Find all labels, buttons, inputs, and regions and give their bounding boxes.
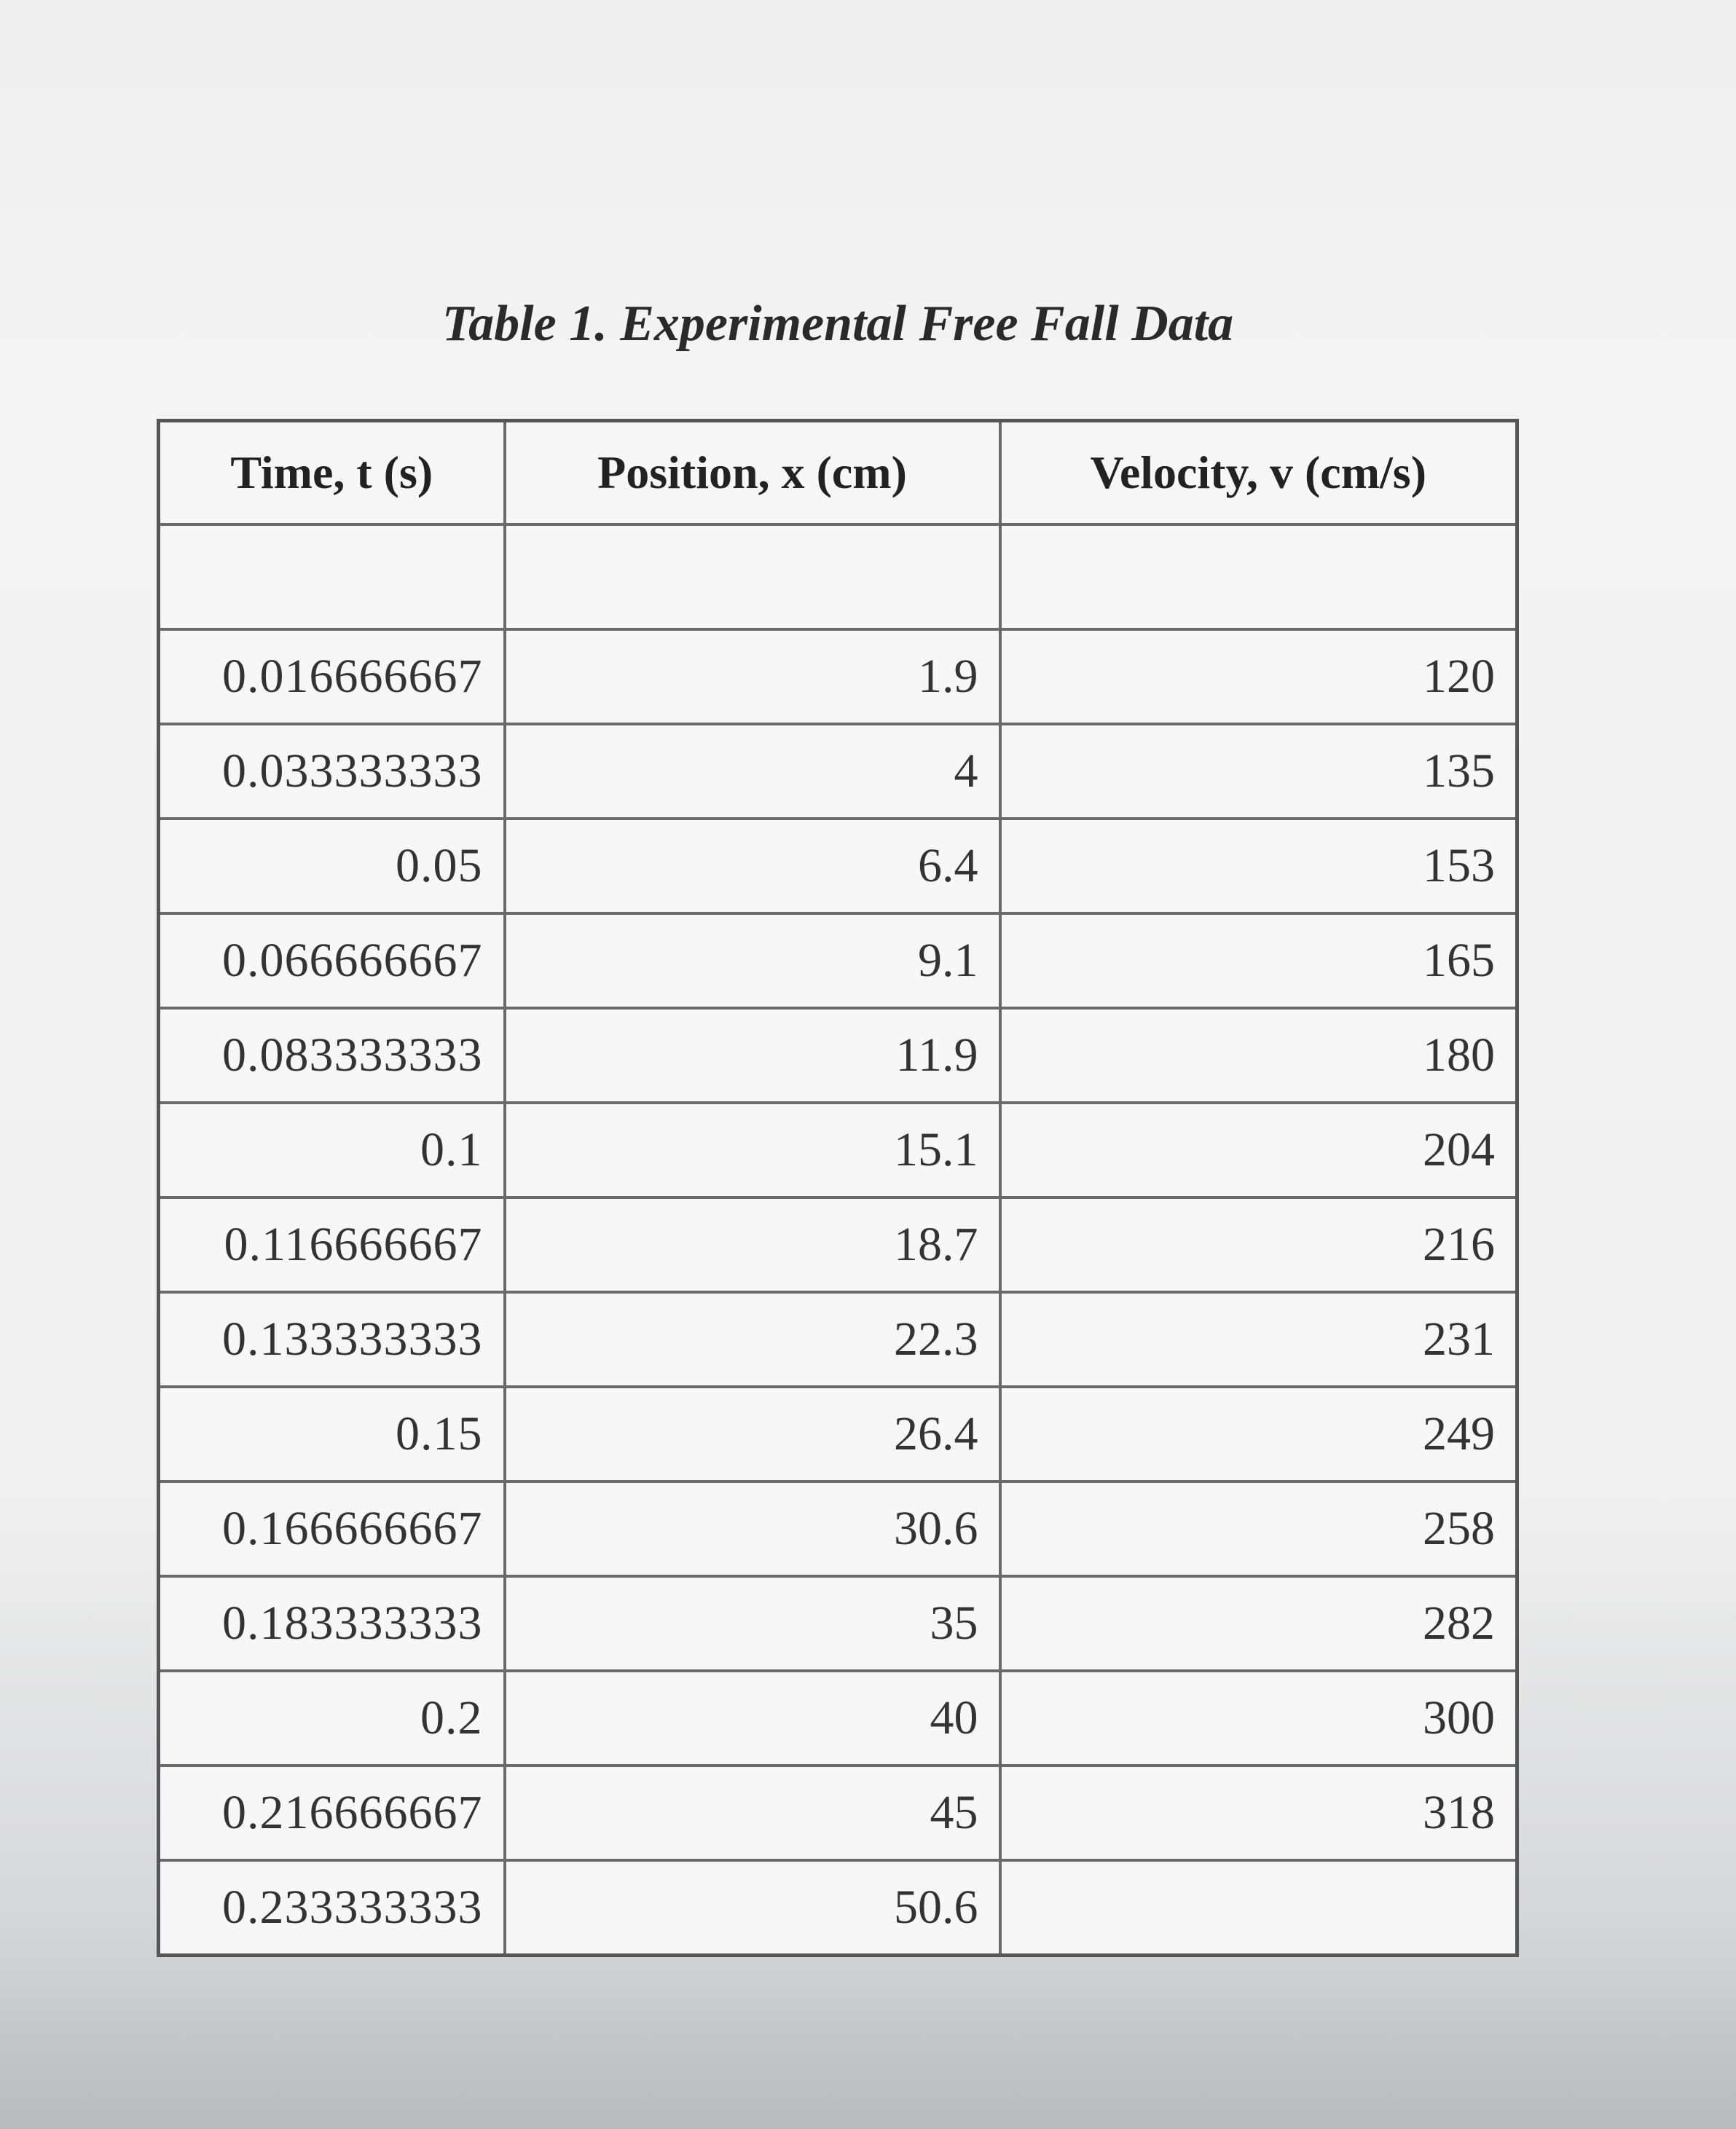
- time-cell: 0.183333333: [159, 1576, 505, 1671]
- velocity-cell: 165: [1000, 913, 1517, 1008]
- velocity-cell: 153: [1000, 819, 1517, 913]
- header-velocity: Velocity, v (cm/s): [1000, 421, 1517, 525]
- velocity-cell: 249: [1000, 1387, 1517, 1481]
- velocity-cell: 180: [1000, 1008, 1517, 1103]
- position-cell: 18.7: [505, 1197, 1000, 1292]
- blank-row: [159, 524, 1517, 629]
- table-row: [159, 1387, 1517, 1481]
- position-cell: 4: [505, 724, 1000, 819]
- velocity-cell: 231: [1000, 1292, 1517, 1387]
- velocity-cell: 120: [1000, 629, 1517, 724]
- position-cell: 6.4: [505, 819, 1000, 913]
- time-cell: 0.083333333: [159, 1008, 505, 1103]
- table-row: [159, 913, 1517, 1008]
- table-row: [159, 1292, 1517, 1387]
- velocity-cell: 135: [1000, 724, 1517, 819]
- header-position: Position, x (cm): [505, 421, 1000, 525]
- table-row: [159, 724, 1517, 819]
- position-cell: 22.3: [505, 1292, 1000, 1387]
- blank-cell: [505, 524, 1000, 629]
- table-row: [159, 1103, 1517, 1197]
- position-cell: 11.9: [505, 1008, 1000, 1103]
- position-cell: 9.1: [505, 913, 1000, 1008]
- position-cell: 40: [505, 1671, 1000, 1766]
- velocity-cell: 258: [1000, 1481, 1517, 1576]
- time-cell: 0.016666667: [159, 629, 505, 724]
- time-cell: 0.116666667: [159, 1197, 505, 1292]
- table-row: [159, 1481, 1517, 1576]
- position-cell: 30.6: [505, 1481, 1000, 1576]
- position-cell: 15.1: [505, 1103, 1000, 1197]
- time-cell: 0.133333333: [159, 1292, 505, 1387]
- blank-cell: [1000, 524, 1517, 629]
- time-cell: 0.15: [159, 1387, 505, 1481]
- table-row: [159, 1008, 1517, 1103]
- time-cell: 0.1: [159, 1103, 505, 1197]
- blank-cell: [159, 524, 505, 629]
- table-row: [159, 1576, 1517, 1671]
- position-cell: 35: [505, 1576, 1000, 1671]
- table-row: [159, 1766, 1517, 1860]
- velocity-cell: [1000, 1860, 1517, 1956]
- position-cell: 1.9: [505, 629, 1000, 724]
- table-row: [159, 1197, 1517, 1292]
- table-row: [159, 629, 1517, 724]
- velocity-cell: 318: [1000, 1766, 1517, 1860]
- velocity-cell: 300: [1000, 1671, 1517, 1766]
- time-cell: 0.033333333: [159, 724, 505, 819]
- header-time: Time, t (s): [159, 421, 505, 525]
- table-title: Table 1. Experimental Free Fall Data: [441, 296, 1234, 352]
- table-row: [159, 1860, 1517, 1956]
- time-cell: 0.05: [159, 819, 505, 913]
- table-row: [159, 1671, 1517, 1766]
- position-cell: 45: [505, 1766, 1000, 1860]
- time-cell: 0.216666667: [159, 1766, 505, 1860]
- velocity-cell: 204: [1000, 1103, 1517, 1197]
- table-row: [159, 819, 1517, 913]
- free-fall-data-table: [157, 419, 1519, 1957]
- position-cell: 26.4: [505, 1387, 1000, 1481]
- time-cell: 0.066666667: [159, 913, 505, 1008]
- time-cell: 0.233333333: [159, 1860, 505, 1956]
- velocity-cell: 216: [1000, 1197, 1517, 1292]
- time-cell: 0.166666667: [159, 1481, 505, 1576]
- header-row: [159, 421, 1517, 525]
- time-cell: 0.2: [159, 1671, 505, 1766]
- position-cell: 50.6: [505, 1860, 1000, 1956]
- velocity-cell: 282: [1000, 1576, 1517, 1671]
